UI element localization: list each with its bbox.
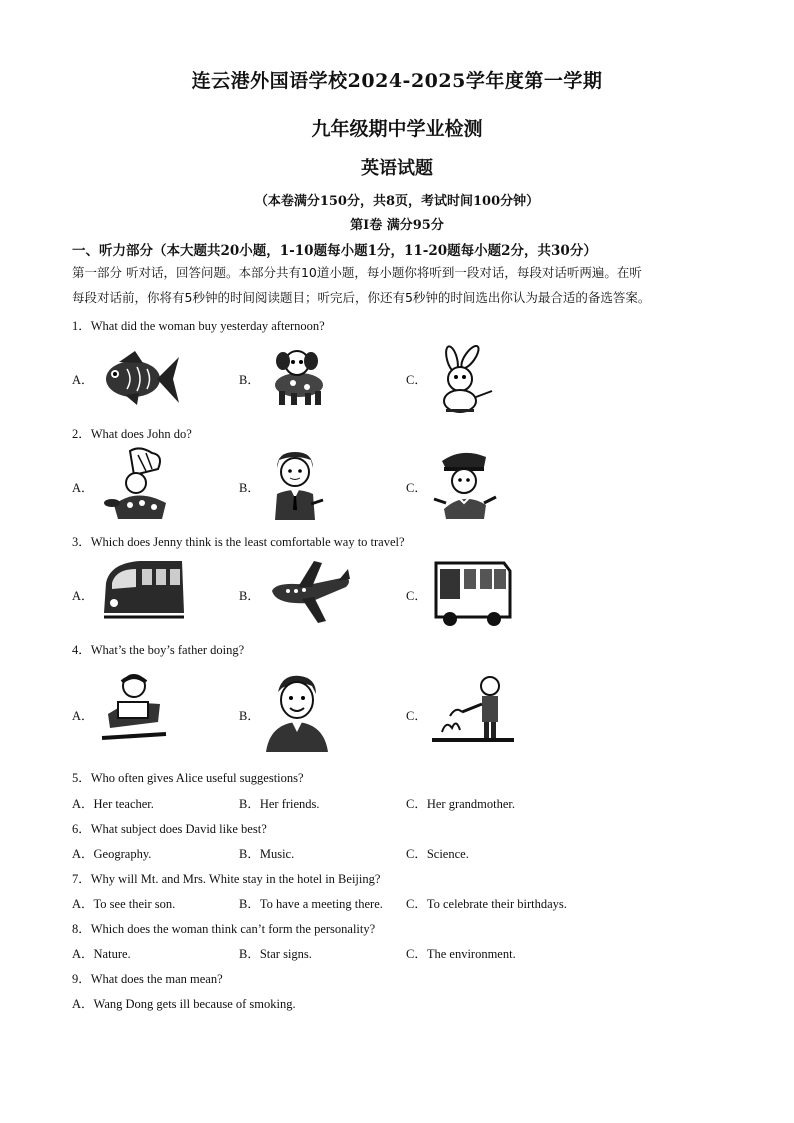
q8-option-a[interactable]: A．Nature. — [72, 947, 131, 961]
exam-info: （本卷满分150分，共8页，考试时间100分钟） — [254, 194, 540, 209]
q4-option-a[interactable]: A． — [72, 709, 94, 723]
q7-option-a[interactable]: A．To see their son. — [72, 897, 176, 911]
instruction-line: 每段对话前，你将有5秒钟的时间阅读题目；听完后，你还有5秒钟的时间选出你认为最合适的备选答案。 — [72, 290, 651, 305]
volume-heading: 第Ⅰ卷 满分95分 — [350, 218, 444, 233]
question-4: 4．What’s the boy’s father doing? — [72, 643, 245, 657]
q8-option-b[interactable]: B．Star signs. — [239, 947, 312, 961]
q2-option-b[interactable]: B． — [239, 481, 260, 495]
q1-option-b[interactable]: B． — [239, 373, 260, 387]
q6-option-c[interactable]: C．Science. — [406, 847, 469, 861]
question-3: 3．Which does Jenny think is the least comfortable way to travel? — [72, 535, 405, 549]
q3-option-c[interactable]: C． — [406, 589, 427, 603]
exam-name: 九年级期中学业检测 — [311, 118, 483, 140]
q1-option-c[interactable]: C． — [406, 373, 427, 387]
q5-option-a[interactable]: A．Her teacher. — [72, 797, 154, 811]
q6-option-b[interactable]: B．Music. — [239, 847, 295, 861]
q1-option-a[interactable]: A． — [72, 373, 94, 387]
q6-option-a[interactable]: A．Geography. — [72, 847, 152, 861]
man-watering-icon — [432, 672, 514, 746]
q9-option-a[interactable]: A．Wang Dong gets ill because of smoking. — [72, 997, 296, 1011]
q4-option-b[interactable]: B． — [239, 709, 260, 723]
question-6: 6．What subject does David like best? — [72, 822, 267, 836]
goldfish-icon — [97, 347, 181, 407]
train-icon — [100, 557, 186, 623]
bus-icon — [432, 557, 512, 629]
chef-icon — [100, 447, 180, 521]
q3-option-a[interactable]: A． — [72, 589, 94, 603]
question-5: 5．Who often gives Alice useful suggestions? — [72, 771, 304, 785]
man-reading-icon — [98, 672, 170, 744]
question-1: 1．What did the woman buy yesterday afternoon? — [72, 319, 325, 333]
question-9: 9．What does the man mean? — [72, 972, 223, 986]
q2-option-c[interactable]: C． — [406, 481, 427, 495]
exam-school-term: 连云港外国语学校2024-2025学年度第一学期 — [191, 70, 603, 92]
man-portrait-icon — [262, 672, 332, 754]
instruction-line: 第一部分 听对话，回答问题。本部分共有10道小题，每小题你将听到一段对话，每段对话听两遍。在听 — [72, 265, 642, 280]
question-2: 2．What does John do? — [72, 427, 192, 441]
q3-option-b[interactable]: B． — [239, 589, 260, 603]
q7-option-c[interactable]: C．To celebrate their birthdays. — [406, 897, 567, 911]
q4-option-c[interactable]: C． — [406, 709, 427, 723]
question-7: 7．Why will Mt. and Mrs. White stay in the hotel in Beijing? — [72, 872, 381, 886]
policeman-icon — [432, 447, 498, 523]
plane-icon — [268, 557, 352, 625]
rabbit-icon — [432, 345, 496, 413]
exam-subject: 英语试题 — [361, 158, 433, 179]
businessman-icon — [265, 450, 325, 522]
q5-option-b[interactable]: B．Her friends. — [239, 797, 320, 811]
q8-option-c[interactable]: C．The environment. — [406, 947, 516, 961]
dog-icon — [263, 347, 333, 407]
q7-option-b[interactable]: B．To have a meeting there. — [239, 897, 383, 911]
q2-option-a[interactable]: A． — [72, 481, 94, 495]
section-title: 一、听力部分（本大题共20小题，1-10题每小题1分，11-20题每小题2分，共30分） — [72, 243, 597, 259]
q5-option-c[interactable]: C．Her grandmother. — [406, 797, 516, 811]
question-8: 8．Which does the woman think can’t form the personality? — [72, 922, 376, 936]
